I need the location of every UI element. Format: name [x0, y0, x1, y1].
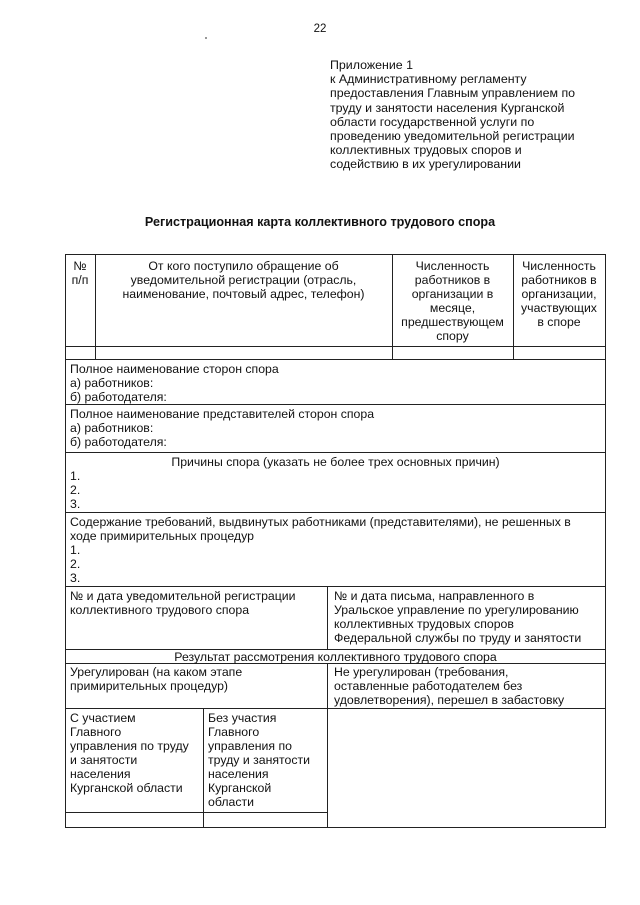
cell-line: Без участия: [208, 711, 277, 725]
table-border-top: [65, 254, 606, 255]
cell-line: № и дата уведомительной регистрации: [70, 589, 296, 603]
row-divider: [65, 512, 606, 513]
demands-block: [70, 515, 571, 585]
list-item: 1.: [70, 469, 81, 483]
header-line: наименование, почтовый адрес, телефон): [122, 287, 365, 301]
row-divider: [65, 452, 606, 453]
cell-line: управления по: [208, 739, 292, 753]
cell-line: Не урегулирован (требования,: [334, 665, 509, 679]
not-settled-block: [334, 665, 564, 707]
table-border-left: [65, 254, 66, 828]
cell-line: Главного: [208, 725, 260, 739]
appendix-line: Приложение 1: [330, 58, 414, 72]
header-from: [95, 259, 392, 301]
header-num: [65, 259, 95, 287]
parties-block: [70, 362, 279, 404]
form-title: Регистрационная карта коллективного трудового спора: [144, 215, 496, 229]
row-divider: [65, 404, 606, 405]
cell-line: Уральское управление по урегулированию: [334, 603, 579, 617]
row-divider: [65, 812, 328, 813]
col-divider: [327, 663, 328, 827]
row-divider: [65, 586, 606, 587]
header-line: №: [73, 259, 87, 273]
cell-line: Содержание требований, выдвинутых работниками (представителями), не решенных в: [70, 515, 571, 529]
appendix-block: [330, 58, 600, 172]
cell-line: Урегулирован (на каком этапе: [70, 665, 243, 679]
cell-line: Полное наименование сторон спора: [70, 362, 279, 376]
cell-line: населения: [70, 767, 131, 781]
without-participation-block: [208, 711, 310, 809]
representatives-block: [70, 407, 374, 449]
list-item: 3.: [70, 571, 81, 585]
cell-line: б) работодателя:: [70, 435, 167, 449]
cell-line: б) работодателя:: [70, 390, 167, 404]
header-line: в споре: [537, 315, 581, 329]
appendix-line: труду и занятости населения Курганской: [330, 100, 565, 115]
header-line: работников в: [521, 273, 597, 287]
cell-line: коллективного трудового спора: [70, 603, 250, 617]
header-line: От кого поступило обращение об: [148, 259, 339, 273]
cell-line: Курганской: [208, 781, 272, 795]
list-item: 1.: [70, 543, 81, 557]
cell-line: ходе примирительных процедур: [70, 529, 254, 543]
list-item: 3.: [70, 497, 81, 511]
appendix-line: содействию в их урегулировании: [330, 157, 521, 172]
cell-line: области: [208, 795, 254, 809]
cell-line: управления по труду: [70, 739, 189, 753]
cell-line: и занятости: [70, 753, 138, 767]
header-line: организации в: [411, 287, 494, 301]
cell-line: Федеральной службы по труду и занятости: [334, 631, 582, 645]
header-count-part: [513, 259, 605, 329]
header-count-prev: [392, 259, 513, 343]
header-line: п/п: [71, 273, 89, 287]
cell-line: Главного: [70, 725, 122, 739]
header-line: предшествующем: [401, 315, 504, 329]
cell-line: Курганской области: [70, 781, 183, 795]
cell-line: оставленные работодателем без: [334, 679, 523, 693]
header-line: Численность: [522, 259, 596, 273]
header-line: месяце,: [429, 301, 476, 315]
appendix-line: проведению уведомительной регистрации: [330, 129, 575, 144]
header-line: работников в: [414, 273, 491, 287]
appendix-line: коллективных трудовых споров и: [330, 143, 522, 158]
list-item: 2.: [70, 483, 81, 497]
header-line: Численность: [415, 259, 490, 273]
appendix-line: области государственной услуги по: [330, 114, 535, 129]
with-participation-block: [70, 711, 189, 795]
row-divider: [65, 346, 606, 347]
header-line: спору: [436, 329, 469, 343]
settled-block: [70, 665, 242, 693]
reasons-title: Причины спора (указать не более трех основных причин): [171, 455, 500, 469]
header-line: организации,: [521, 287, 597, 301]
cell-line: примирительных процедур): [70, 679, 229, 693]
cell-line: удовлетворения), перешел в забастовку: [334, 693, 565, 707]
reasons-list: [70, 469, 80, 511]
row-divider: [65, 359, 606, 360]
list-item: 2.: [70, 557, 81, 571]
header-line: участвующих: [521, 301, 597, 315]
cell-line: а) работников:: [70, 421, 154, 435]
appendix-line: к Административному регламенту: [330, 72, 527, 87]
cell-line: Полное наименование представителей сторон спора: [70, 407, 375, 421]
cell-line: населения: [208, 767, 269, 781]
header-line: уведомительной регистрации (отрасль,: [130, 273, 357, 287]
appendix-line: предоставления Главным управлением по: [330, 86, 576, 101]
page-number: 22: [313, 23, 327, 35]
cell-line: С участием: [70, 711, 136, 725]
col-divider: [203, 708, 204, 827]
cell-line: труду и занятости: [208, 753, 311, 767]
cell-line: коллективных трудовых споров: [334, 617, 514, 631]
result-title: Результат рассмотрения коллективного трудового спора: [174, 650, 497, 664]
registration-block: [70, 589, 296, 617]
col-divider: [327, 586, 328, 649]
cell-line: № и дата письма, направленного в: [334, 589, 535, 603]
table-border-right: [605, 254, 606, 828]
row-divider: [65, 708, 606, 709]
letter-block: [334, 589, 581, 645]
cell-line: а) работников:: [70, 376, 154, 390]
table-border-bottom: [65, 827, 606, 828]
scan-speck: [205, 37, 207, 39]
